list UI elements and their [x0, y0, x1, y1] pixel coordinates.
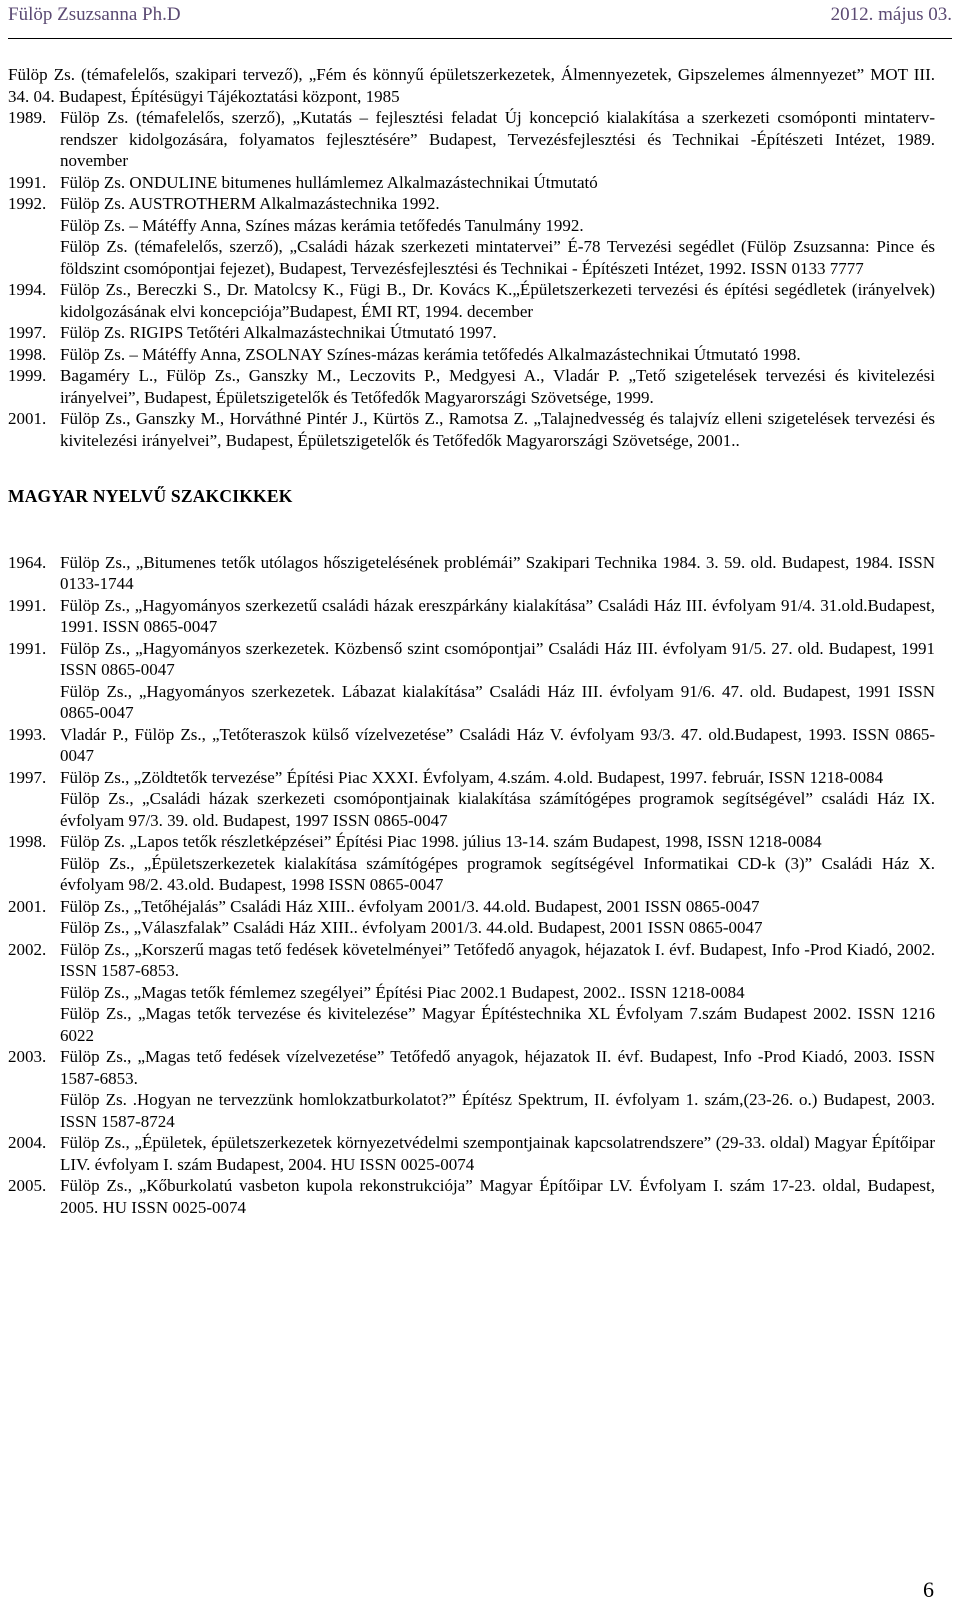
entry-year: 2002. [8, 939, 47, 959]
entry-text: Fülöp Zs. ONDULINE bitumenes hullámlemez Alkalmazástechnikai Útmutató [60, 172, 598, 192]
entry-text: Fülöp Zs. „Lapos tetők részletképzései” Építési Piac 1998. július 13-14. szám Budapest, 1998, ISSN 1218-0084 [60, 832, 822, 851]
list-item [8, 767, 935, 789]
entry-year [8, 236, 60, 279]
header-date: 2012. május 03. [830, 4, 952, 25]
entry-year: 1994. [8, 280, 47, 299]
entry-text: Fülöp Zs., „Kőburkolatú vasbeton kupola rekonstrukciója” Magyar Építőipar LV. Évfolyam I. szám 17-23. oldal, Budapest, 2005. HU ISSN 0025-0074 [60, 1176, 935, 1217]
entry-year: 1991. [8, 595, 47, 615]
list-item [8, 917, 935, 939]
list-item [8, 107, 935, 172]
list-item [8, 939, 935, 982]
entry-text: Vladár P., Fülöp Zs., „Tetőteraszok külső vízelvezetése” Családi Ház V. évfolyam 93/3. 47. old.Budapest, 1993. ISSN 0865-0047 [60, 724, 935, 765]
entry-year: 1998. [8, 832, 47, 851]
entry-text: Fülöp Zs., „Magas tetők fémlemez szegélyei” Építési Piac 2002.1 Budapest, 2002.. ISSN 1218-0084 [60, 982, 745, 1002]
entry-text: Fülöp Zs. (témafelelős, szakipari tervező), „Fém és könnyű épületszerkezetek, Álmennyezetek, Gipszelemes álmennyezet” MOT III. 34. 04. Budapest, Építésügyi Tájékoztatási központ, 1985 [8, 65, 935, 106]
list-item [8, 408, 935, 451]
list-item [8, 1046, 935, 1089]
list-item [8, 1175, 935, 1218]
entry-year: 1992. [8, 194, 47, 213]
entry-text: Fülöp Zs., „Bitumenes tetők utólagos hőszigetelésének problémái” Szakipari Technika 1984. 3. 59. old. Budapest, 1984. ISSN 0133-1744 [60, 552, 935, 593]
entry-year: 2004. [8, 1133, 47, 1152]
list-item [8, 1132, 935, 1175]
document-body [8, 64, 935, 1218]
entry-text: Fülöp Zs., „Magas tető fedések vízelvezetése” Tetőfedő anyagok, héjazatok II. évf. Budapest, Info -Prod Kiadó, 2003. ISSN 1587-6853. [60, 1047, 935, 1088]
list-item [8, 1003, 935, 1046]
entry-text: Fülöp Zs., „Válaszfalak” Családi Ház XIII.. évfolyam 2001/3. 44.old. Budapest, 2001 ISSN 0865-0047 [60, 918, 763, 937]
entry-year [8, 788, 60, 831]
entry-year: 1997. [8, 767, 47, 787]
list-item [8, 853, 935, 896]
entry-text: Fülöp Zs. – Mátéffy Anna, ZSOLNAY Színes-mázas kerámia tetőfedés Alkalmazástechnikai Útmutató 1998. [60, 344, 801, 364]
entry-text: Fülöp Zs. AUSTROTHERM Alkalmazástechnika 1992. [60, 194, 440, 213]
entry-year: 2003. [8, 1047, 47, 1066]
publication-list [8, 64, 935, 451]
list-item [8, 1089, 935, 1132]
entry-year: 1993. [8, 724, 47, 744]
entry-year: 2001. [8, 409, 47, 428]
list-item [8, 193, 935, 215]
entry-year: 1991. [8, 638, 47, 658]
entry-text: Fülöp Zs., „Épületszerkezetek kialakítása számítógépes programok segítségével Informatikai CD-k (3)” Családi Ház X. évfolyam 98/2. 43.old. Budapest, 1998 ISSN 0865-0047 [60, 853, 935, 894]
entry-text: Fülöp Zs., „Épületek, épületszerkezetek környezetvédelmi szempontjainak kapcsolatrendszere” (29-33. oldal) Magyar Építőipar LIV. évfolyam I. szám Budapest, 2004. HU ISSN 0025-0074 [60, 1133, 935, 1174]
entry-year: 1999. [8, 366, 47, 385]
list-item [8, 831, 935, 853]
entry-text: Bagaméry L., Fülöp Zs., Ganszky M., Leczovits P., Medgyesi A., Vladár P. „Tető szigetelések tervezési és kivitelezési irányelvei”, Budapest, Épületszigetelők és Tetőfedők Magyarországi Szövetsége, 1999. [60, 366, 935, 407]
list-item [8, 638, 935, 681]
entry-text: Fülöp Zs., „Családi házak szerkezeti csomópontjainak kialakítása számítógépes programok segítségével” családi Ház IX. évfolyam 97/3. 39. old. Budapest, 1997 ISSN 0865-0047 [60, 789, 935, 830]
entry-text: Fülöp Zs., „Magas tetők tervezése és kivitelezése” Magyar Építéstechnika XL Évfolyam 7.szám Budapest 2002. ISSN 1216 6022 [60, 1004, 935, 1045]
list-item [8, 279, 935, 322]
article-list [8, 552, 935, 1219]
page-header [8, 0, 952, 39]
entry-text: Fülöp Zs., „Hagyományos szerkezetek. Közbenső szint csomópontjai” Családi Ház III. évfolyam 91/5. 27. old. Budapest, 1991 ISSN 0865-0047 [60, 638, 935, 679]
header-author: Fülöp Zsuzsanna Ph.D [8, 4, 181, 25]
list-item [8, 236, 935, 279]
entry-year: 1991. [8, 172, 47, 192]
list-item [8, 552, 935, 595]
list-item [8, 365, 935, 408]
entry-year: 1989. [8, 108, 47, 127]
entry-text: Fülöp Zs. (témafelelős, szerző), „Családi házak szerkezeti mintatervei” É-78 Tervezési segédlet (Fülöp Zsuzsanna: Pince és földszint csomópontjai fejezet), Budapest, Tervezésfejlesztési és Technikai - Építészeti Intézet, 1992. ISSN 0133 7777 [60, 237, 935, 278]
entry-year: 2001. [8, 896, 47, 916]
list-item [8, 215, 935, 237]
list-item [8, 681, 935, 724]
entry-text: Fülöp Zs., „Korszerű magas tető fedések követelményei” Tetőfedő anyagok, héjazatok I. évf. Budapest, Info -Prod Kiadó, 2002. ISSN 1587-6853. [60, 939, 935, 980]
entry-year: 1997. [8, 323, 47, 342]
entry-year: 1964. [8, 552, 47, 572]
entry-year [8, 917, 60, 939]
list-item [8, 172, 935, 194]
entry-text: Fülöp Zs., „Hagyományos szerkezetek. Lábazat kialakítása” Családi Ház III. évfolyam 91/6. 47. old. Budapest, 1991 ISSN 0865-0047 [60, 681, 935, 722]
list-item [8, 595, 935, 638]
entry-text: Fülöp Zs., Ganszky M., Horváthné Pintér J., Kürtös Z., Ramotsa Z. „Talajnedvesség és talajvíz elleni szigetelések tervezési és kivitelezési irányelvei”, Budapest, Épületszigetelők és Tetőfedők Magyarországi Szövetsége, 2001.. [60, 409, 935, 450]
list-item [8, 982, 935, 1004]
list-item [8, 896, 935, 918]
entry-year: 2005. [8, 1176, 47, 1195]
list-item [8, 64, 935, 107]
entry-year: 1998. [8, 344, 47, 364]
list-item [8, 344, 935, 366]
entry-year [8, 215, 60, 237]
entry-text: Fülöp Zs. .Hogyan ne tervezzünk homlokzatburkolatot?” Építész Spektrum, II. évfolyam 1. szám,(23-26. o.) Budapest, 2003. ISSN 1587-8724 [60, 1090, 935, 1131]
entry-text: Fülöp Zs. RIGIPS Tetőtéri Alkalmazástechnikai Útmutató 1997. [60, 323, 497, 342]
entry-year [8, 681, 60, 724]
entry-year [8, 1003, 60, 1046]
page-number: 6 [923, 1577, 934, 1602]
entry-text: Fülöp Zs., Bereczki S., Dr. Matolcsy K., Fügi B., Dr. Kovács K.„Épületszerkezeti tervezési és építési segédletek (irányelvek) kidolgozásának elvi koncepciója”Budapest, ÉMI RT, 1994. december [60, 280, 935, 321]
entry-text: Fülöp Zs., „Zöldtetők tervezése” Építési Piac XXXI. Évfolyam, 4.szám. 4.old. Budapest, 1997. február, ISSN 1218-0084 [60, 767, 884, 787]
entry-text: Fülöp Zs., „Hagyományos szerkezetű családi házak ereszpárkány kialakítása” Családi Ház III. évfolyam 91/4. 31.old.Budapest, 1991. ISSN 0865-0047 [60, 595, 935, 636]
entry-text: Fülöp Zs., „Tetőhéjalás” Családi Ház XIII.. évfolyam 2001/3. 44.old. Budapest, 2001 ISSN 0865-0047 [60, 896, 760, 916]
list-item [8, 322, 935, 344]
entry-year [8, 982, 60, 1004]
entry-text: Fülöp Zs. (témafelelős, szerző), „Kutatás – fejlesztési feladat Új koncepció kialakítása a szerkezeti csomóponti mintaterv-rendszer kidolgozására, folyamatos fejlesztésére” Budapest, Tervezésfejlesztési és Technikai -Építészeti Intézet, 1989. november [60, 108, 935, 170]
entry-text: Fülöp Zs. – Mátéffy Anna, Színes mázas kerámia tetőfedés Tanulmány 1992. [60, 215, 584, 235]
entry-year [8, 853, 60, 896]
section-title: MAGYAR NYELVŰ SZAKCIKKEK [8, 486, 293, 506]
entry-year [8, 1089, 60, 1132]
list-item [8, 788, 935, 831]
list-item [8, 724, 935, 767]
